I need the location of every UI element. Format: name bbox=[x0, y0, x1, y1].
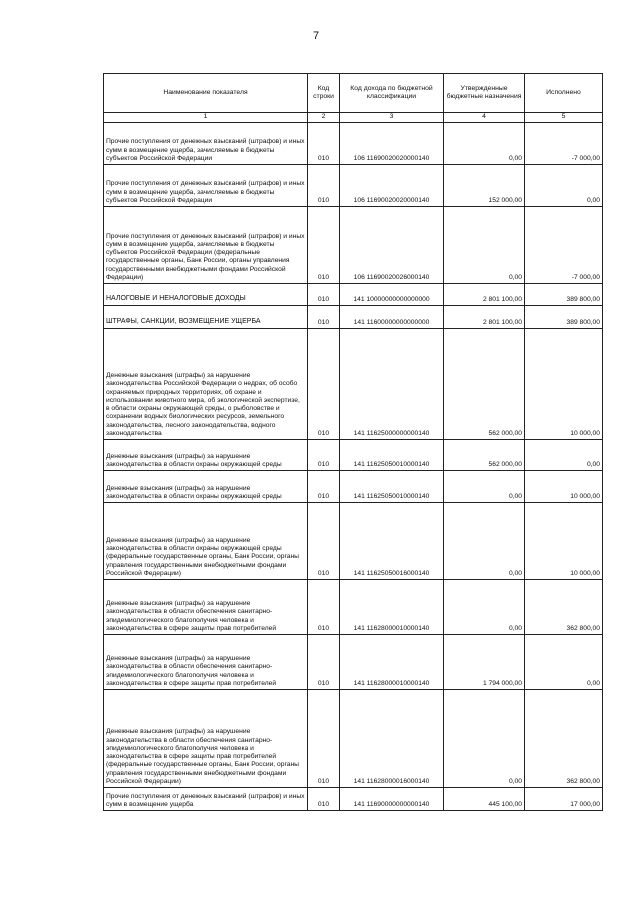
revenue-code: 106 11690020020000140 bbox=[340, 123, 444, 165]
line-code: 010 bbox=[308, 440, 340, 471]
approved-amount: 562 000,00 bbox=[444, 440, 525, 471]
indicator-name: Прочие поступления от денежных взысканий (штрафов) и иных сумм в возмещение ущерба, зачисляемые в бюджеты субъектов Российской Федерации bbox=[104, 165, 308, 207]
approved-amount: 0,00 bbox=[444, 471, 525, 503]
revenue-code: 141 11628000010000140 bbox=[340, 635, 444, 690]
indicator-name: Денежные взыскания (штрафы) за нарушение законодательства в области обеспечения санитарно-эпидемиологического благополучия человека и законодательства в сфере защиты прав потребителей bbox=[104, 635, 308, 690]
revenue-code: 141 10000000000000000 bbox=[340, 284, 444, 306]
line-code: 010 bbox=[308, 471, 340, 503]
column-number: 5 bbox=[525, 113, 603, 123]
header-indicator-name: Наименование показателя bbox=[104, 74, 308, 113]
executed-amount: 17 000,00 bbox=[525, 788, 603, 811]
indicator-name: Прочие поступления от денежных взысканий (штрафов) и иных сумм в возмещение ущерба, зачисляемые в бюджеты субъектов Российской Федерации bbox=[104, 123, 308, 165]
line-code: 010 bbox=[308, 123, 340, 165]
column-number-row bbox=[104, 113, 603, 123]
executed-amount: 0,00 bbox=[525, 440, 603, 471]
approved-amount: 0,00 bbox=[444, 207, 525, 284]
executed-amount: 0,00 bbox=[525, 635, 603, 690]
executed-amount: -7 000,00 bbox=[525, 123, 603, 165]
table-row bbox=[104, 471, 603, 503]
executed-amount: 0,00 bbox=[525, 165, 603, 207]
header-revenue-code: Код дохода по бюджетной классификации bbox=[340, 74, 444, 113]
line-code: 010 bbox=[308, 690, 340, 788]
executed-amount: -7 000,00 bbox=[525, 207, 603, 284]
line-code: 010 bbox=[308, 306, 340, 329]
revenue-code: 141 11625000000000140 bbox=[340, 329, 444, 440]
revenue-code: 106 11690020026000140 bbox=[340, 207, 444, 284]
table-row bbox=[104, 284, 603, 306]
table-row bbox=[104, 165, 603, 207]
approved-amount: 152 000,00 bbox=[444, 165, 525, 207]
approved-amount: 2 801 100,00 bbox=[444, 284, 525, 306]
header-row bbox=[104, 74, 603, 113]
header-line-code: Код строки bbox=[308, 74, 340, 113]
header-approved: Утвержденные бюджетные назначения bbox=[444, 74, 525, 113]
indicator-name: Денежные взыскания (штрафы) за нарушение законодательства в области охраны окружающей среды (федеральные государственные органы, Банк России, органы управления государственными внебюджетными фондами Российской Федерации) bbox=[104, 503, 308, 580]
executed-amount: 389 800,00 bbox=[525, 306, 603, 329]
executed-amount: 10 000,00 bbox=[525, 471, 603, 503]
line-code: 010 bbox=[308, 635, 340, 690]
table-row bbox=[104, 690, 603, 788]
table-row bbox=[104, 207, 603, 284]
revenue-code: 141 11625050010000140 bbox=[340, 471, 444, 503]
revenue-report-table bbox=[103, 73, 603, 811]
indicator-name: Денежные взыскания (штрафы) за нарушение законодательства в области охраны окружающей среды bbox=[104, 471, 308, 503]
page-number: 7 bbox=[312, 30, 320, 42]
executed-amount: 10 000,00 bbox=[525, 503, 603, 580]
table-row bbox=[104, 440, 603, 471]
indicator-name: ШТРАФЫ, САНКЦИИ, ВОЗМЕЩЕНИЕ УЩЕРБА bbox=[104, 306, 308, 329]
revenue-code: 141 11628000016000140 bbox=[340, 690, 444, 788]
revenue-code: 141 11690000000000140 bbox=[340, 788, 444, 811]
column-number: 2 bbox=[308, 113, 340, 123]
line-code: 010 bbox=[308, 207, 340, 284]
line-code: 010 bbox=[308, 165, 340, 207]
executed-amount: 10 000,00 bbox=[525, 329, 603, 440]
revenue-code: 141 11600000000000000 bbox=[340, 306, 444, 329]
column-number: 4 bbox=[444, 113, 525, 123]
approved-amount: 562 000,00 bbox=[444, 329, 525, 440]
header-executed: Исполнено bbox=[525, 74, 603, 113]
indicator-name: Денежные взыскания (штрафы) за нарушение законодательства Российской Федерации о недрах, об особо охраняемых природных территориях, об охране и использовании животного мира, об экологической экспертизе, в области охраны окружающей среды, о рыболовстве и сохранении водных биологических ресурсов, земельного законодательства, лесного законодательства, водного законодательства bbox=[104, 329, 308, 440]
executed-amount: 389 800,00 bbox=[525, 284, 603, 306]
table-row bbox=[104, 123, 603, 165]
table-row bbox=[104, 503, 603, 580]
indicator-name: Денежные взыскания (штрафы) за нарушение законодательства в области охраны окружающей среды bbox=[104, 440, 308, 471]
table-row bbox=[104, 329, 603, 440]
revenue-code: 141 11625050010000140 bbox=[340, 440, 444, 471]
line-code: 010 bbox=[308, 503, 340, 580]
table-row bbox=[104, 788, 603, 811]
approved-amount: 1 794 000,00 bbox=[444, 635, 525, 690]
indicator-name: НАЛОГОВЫЕ И НЕНАЛОГОВЫЕ ДОХОДЫ bbox=[104, 284, 308, 306]
line-code: 010 bbox=[308, 788, 340, 811]
indicator-name: Прочие поступления от денежных взысканий (штрафов) и иных сумм в возмещение ущерба, зачисляемые в бюджеты субъектов Российской Федерации (федеральные государственные органы, Банк России, органы управления государственными внебюджетными фондами Российской Федерации) bbox=[104, 207, 308, 284]
approved-amount: 0,00 bbox=[444, 580, 525, 635]
executed-amount: 362 800,00 bbox=[525, 580, 603, 635]
table-row bbox=[104, 306, 603, 329]
executed-amount: 362 800,00 bbox=[525, 690, 603, 788]
approved-amount: 0,00 bbox=[444, 690, 525, 788]
approved-amount: 445 100,00 bbox=[444, 788, 525, 811]
line-code: 010 bbox=[308, 329, 340, 440]
table-row bbox=[104, 635, 603, 690]
revenue-code: 141 11628000010000140 bbox=[340, 580, 444, 635]
line-code: 010 bbox=[308, 580, 340, 635]
line-code: 010 bbox=[308, 284, 340, 306]
indicator-name: Прочие поступления от денежных взысканий (штрафов) и иных сумм в возмещение ущерба bbox=[104, 788, 308, 811]
table-row bbox=[104, 580, 603, 635]
revenue-code: 141 11625050016000140 bbox=[340, 503, 444, 580]
revenue-code: 106 11690020020000140 bbox=[340, 165, 444, 207]
column-number: 1 bbox=[104, 113, 308, 123]
approved-amount: 2 801 100,00 bbox=[444, 306, 525, 329]
indicator-name: Денежные взыскания (штрафы) за нарушение законодательства в области обеспечения санитарно-эпидемиологического благополучия человека и законодательства в сфере защиты прав потребителей bbox=[104, 580, 308, 635]
indicator-name: Денежные взыскания (штрафы) за нарушение законодательства в области обеспечения санитарно-эпидемиологического благополучия человека и законодательства в сфере защиты прав потребителей (федеральные государственные органы, Банк России, органы управления государственными внебюджетными фондами Российской Федерации) bbox=[104, 690, 308, 788]
approved-amount: 0,00 bbox=[444, 503, 525, 580]
column-number: 3 bbox=[340, 113, 444, 123]
approved-amount: 0,00 bbox=[444, 123, 525, 165]
